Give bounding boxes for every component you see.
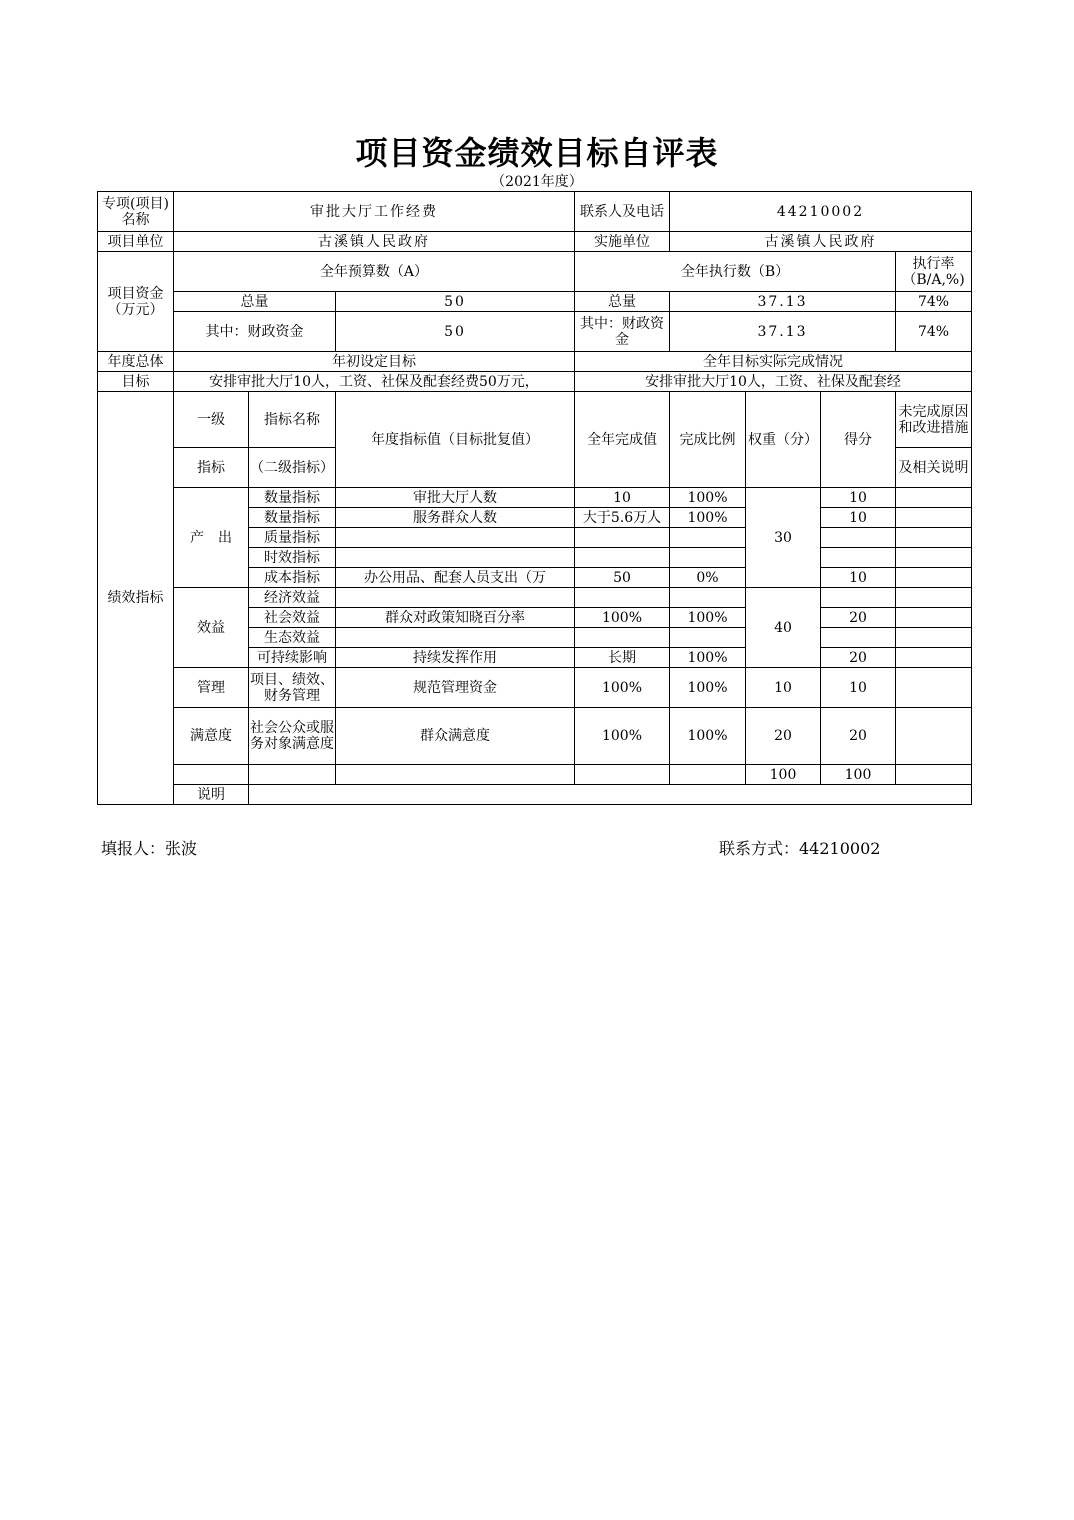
reason-cell (896, 568, 972, 588)
score-value: 10 (821, 508, 896, 528)
contact-text: 联系方式：44210002 (719, 839, 881, 858)
col-ratio: 完成比例 (670, 392, 746, 488)
reason-cell (896, 508, 972, 528)
goals-label-bottom: 目标 (98, 372, 174, 392)
ratio-value (670, 548, 746, 568)
target-value: 服务群众人数 (336, 508, 575, 528)
col-level1-bottom: 指标 (174, 448, 249, 488)
impl-value: 古溪镇人民政府 (670, 232, 972, 252)
level2-name: 社会公众或服务对象满意度 (249, 708, 336, 765)
rate-header: 执行率（B/A,%) (896, 252, 972, 292)
total-score: 100 (821, 765, 896, 785)
total-label: 总量 (174, 292, 336, 312)
table-row (98, 668, 972, 708)
fiscal-label: 其中：财政资金 (174, 312, 336, 352)
done-value: 长期 (575, 648, 670, 668)
fiscal-rate: 74% (896, 312, 972, 352)
ratio-value: 100% (670, 508, 746, 528)
level2-name: 时效指标 (249, 548, 336, 568)
weight-value: 20 (746, 708, 821, 765)
benefit-label: 效益 (174, 588, 249, 668)
done-value (575, 528, 670, 548)
col-name-bottom: （二级指标） (249, 448, 336, 488)
reason-cell (896, 548, 972, 568)
contact-value: 44210002 (670, 192, 972, 232)
output-weight: 30 (746, 488, 821, 588)
total-budget: 50 (336, 292, 575, 312)
done-value: 大于5.6万人 (575, 508, 670, 528)
level2-name: 数量指标 (249, 508, 336, 528)
reason-cell (896, 648, 972, 668)
score-value (821, 628, 896, 648)
project-name-label: 专项(项目)名称 (98, 192, 174, 232)
goals-planned-header: 年初设定目标 (174, 352, 575, 372)
impl-label: 实施单位 (575, 232, 670, 252)
unit-value: 古溪镇人民政府 (174, 232, 575, 252)
project-name-value: 审批大厅工作经费 (174, 192, 575, 232)
done-value: 50 (575, 568, 670, 588)
score-value (821, 588, 896, 608)
fiscal-exec-label: 其中：财政资金 (575, 312, 670, 352)
note-value (249, 785, 972, 805)
empty-cell (336, 765, 575, 785)
target-value: 群众满意度 (336, 708, 575, 765)
table-row (98, 708, 972, 765)
done-value (575, 548, 670, 568)
empty-cell (249, 765, 336, 785)
empty-cell (575, 765, 670, 785)
ratio-value: 100% (670, 708, 746, 765)
target-value: 办公用品、配套人员支出（万 (336, 568, 575, 588)
target-value (336, 548, 575, 568)
level2-name: 生态效益 (249, 628, 336, 648)
filler-text: 填报人：张波 (101, 839, 198, 858)
done-value (575, 628, 670, 648)
reason-cell (896, 708, 972, 765)
target-value (336, 628, 575, 648)
total-exec: 37.13 (670, 292, 896, 312)
done-value: 100% (575, 668, 670, 708)
col-reason-top: 未完成原因和改进措施 (896, 392, 972, 448)
done-value: 100% (575, 608, 670, 628)
empty-cell (670, 765, 746, 785)
target-value: 审批大厅人数 (336, 488, 575, 508)
goals-label-top: 年度总体 (98, 352, 174, 372)
level2-name: 成本指标 (249, 568, 336, 588)
empty-cell (896, 765, 972, 785)
weight-value: 10 (746, 668, 821, 708)
col-done: 全年完成值 (575, 392, 670, 488)
goals-actual-text: 安排审批大厅10人，工资、社保及配套经 (575, 372, 972, 392)
table-row (98, 488, 972, 508)
level2-name: 经济效益 (249, 588, 336, 608)
col-score: 得分 (821, 392, 896, 488)
page-title: 项目资金绩效目标自评表 (355, 134, 719, 172)
total-weight: 100 (746, 765, 821, 785)
goals-planned-text: 安排审批大厅10人，工资、社保及配套经费50万元， (174, 372, 575, 392)
mgmt-label: 管理 (174, 668, 249, 708)
note-label: 说明 (174, 785, 249, 805)
ratio-value (670, 528, 746, 548)
fiscal-budget: 50 (336, 312, 575, 352)
done-value (575, 588, 670, 608)
target-value: 规范管理资金 (336, 668, 575, 708)
indicators-section-label: 绩效指标 (98, 392, 174, 805)
evaluation-table (97, 191, 972, 805)
budget-header: 全年预算数（A） (174, 252, 575, 292)
level2-name: 社会效益 (249, 608, 336, 628)
funds-label: 项目资金（万元） (98, 252, 174, 352)
reason-cell (896, 528, 972, 548)
score-value: 10 (821, 568, 896, 588)
goals-actual-header: 全年目标实际完成情况 (575, 352, 972, 372)
ratio-value: 0% (670, 568, 746, 588)
exec-header: 全年执行数（B） (575, 252, 896, 292)
level2-name: 项目、绩效、财务管理 (249, 668, 336, 708)
empty-cell (174, 765, 249, 785)
score-value: 10 (821, 488, 896, 508)
reason-cell (896, 628, 972, 648)
benefit-weight: 40 (746, 588, 821, 668)
col-name-top: 指标名称 (249, 392, 336, 448)
score-value (821, 528, 896, 548)
score-value: 20 (821, 648, 896, 668)
score-value: 20 (821, 708, 896, 765)
done-value: 100% (575, 708, 670, 765)
table-row (98, 588, 972, 608)
target-value (336, 528, 575, 548)
reason-cell (896, 488, 972, 508)
col-weight: 权重（分） (746, 392, 821, 488)
output-label: 产 出 (174, 488, 249, 588)
level2-name: 质量指标 (249, 528, 336, 548)
col-level1-top: 一级 (174, 392, 249, 448)
ratio-value: 100% (670, 668, 746, 708)
col-target: 年度指标值（目标批复值） (336, 392, 575, 488)
reason-cell (896, 588, 972, 608)
total-row (98, 765, 972, 785)
col-reason-bottom: 及相关说明 (896, 448, 972, 488)
year-label: （2021年度） (491, 174, 583, 190)
ratio-value: 100% (670, 608, 746, 628)
ratio-value: 100% (670, 648, 746, 668)
reason-cell (896, 608, 972, 628)
score-value: 20 (821, 608, 896, 628)
ratio-value (670, 588, 746, 608)
target-value: 持续发挥作用 (336, 648, 575, 668)
reason-cell (896, 668, 972, 708)
ratio-value: 100% (670, 488, 746, 508)
ratio-value (670, 628, 746, 648)
target-value (336, 588, 575, 608)
fiscal-exec: 37.13 (670, 312, 896, 352)
total-rate: 74% (896, 292, 972, 312)
target-value: 群众对政策知晓百分率 (336, 608, 575, 628)
level2-name: 数量指标 (249, 488, 336, 508)
total-exec-label: 总量 (575, 292, 670, 312)
score-value: 10 (821, 668, 896, 708)
done-value: 10 (575, 488, 670, 508)
contact-label: 联系人及电话 (575, 192, 670, 232)
score-value (821, 548, 896, 568)
satis-label: 满意度 (174, 708, 249, 765)
level2-name: 可持续影响 (249, 648, 336, 668)
unit-label: 项目单位 (98, 232, 174, 252)
